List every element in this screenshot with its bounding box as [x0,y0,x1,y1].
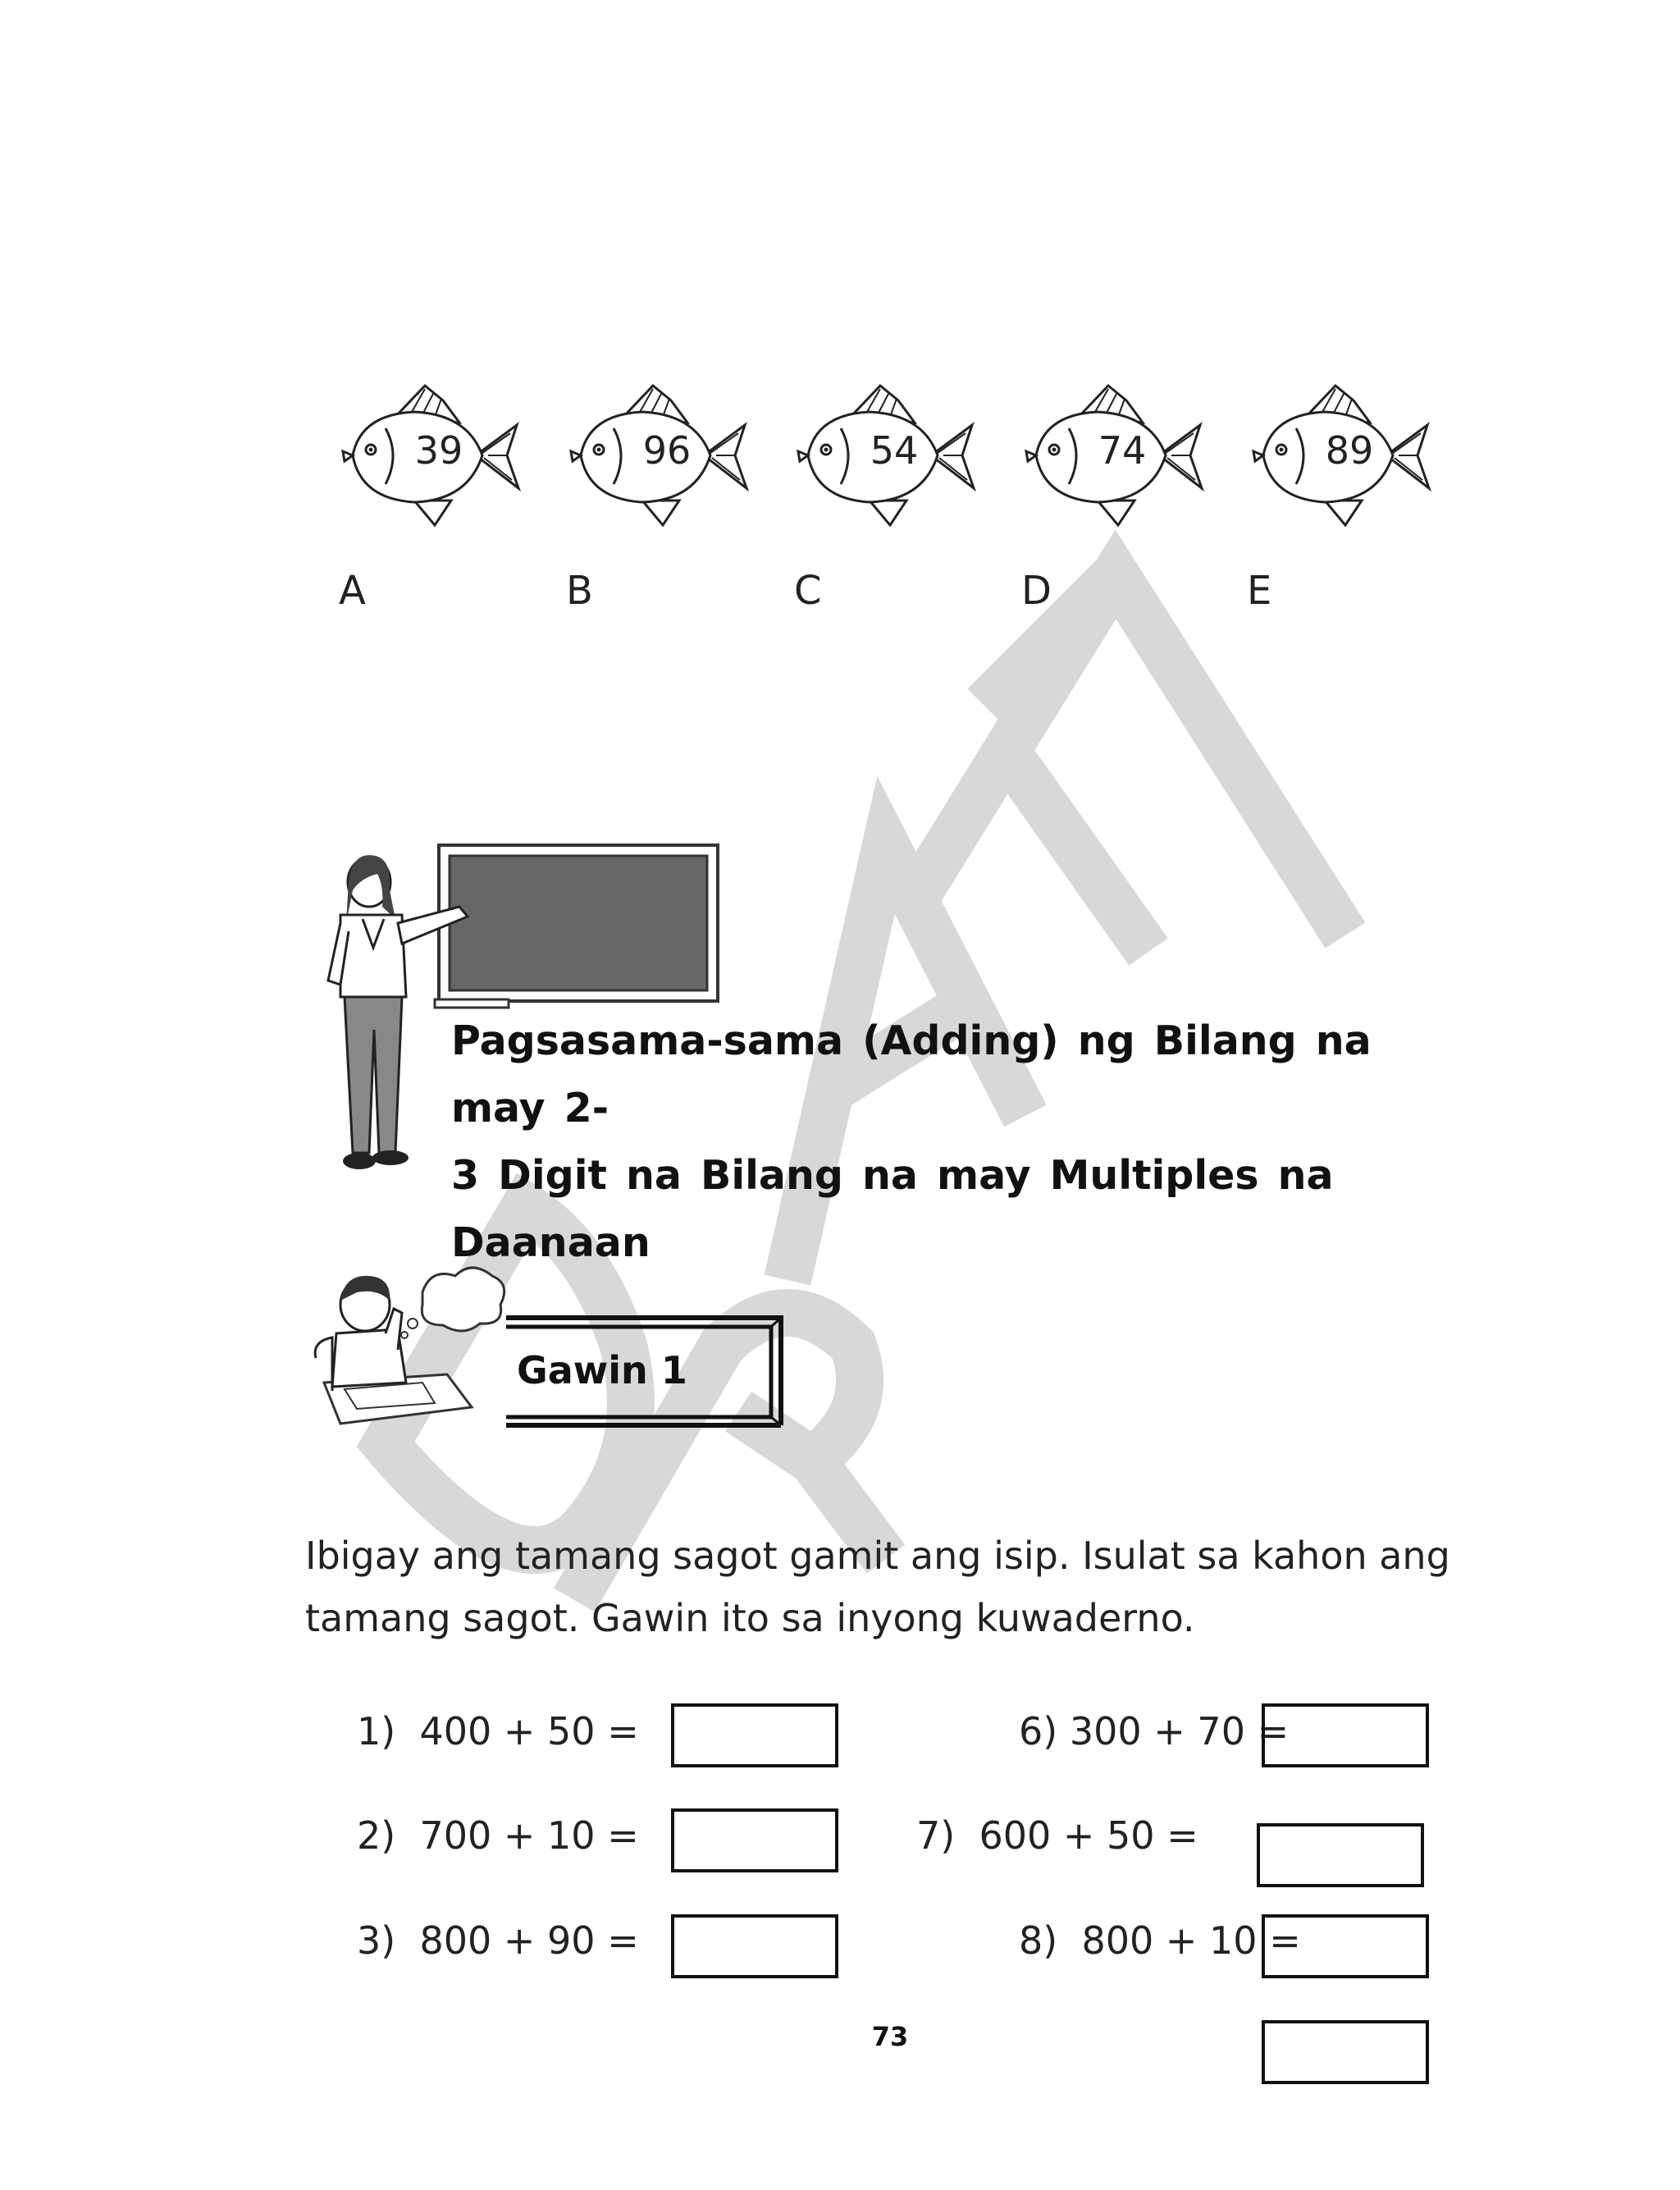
lesson-heading-line2: 3 Digit na Bilang na may Multiples na Daanaan [451,1152,1334,1266]
instruction-line2: tamang sagot. Gawin ito sa inyong kuwaderno. [305,1596,1195,1640]
fish-number: 54 [870,428,919,473]
problem-8-answer-box[interactable] [1262,1914,1429,1978]
fish-item-c [792,377,980,533]
problem-1-label: 1) 400 + 50 = [357,1709,639,1753]
fish-letter-b: B [566,568,593,614]
problem-7-label: 7) 600 + 50 = [916,1813,1198,1858]
lesson-heading-line1: Pagsasama-sama (Adding) ng Bilang na may 2- [451,1017,1372,1132]
problem-1-answer-box[interactable] [671,1703,838,1767]
fish-item-a [336,377,525,533]
fish-letter-e: E [1247,568,1272,614]
problem-7-answer-box[interactable] [1257,1823,1424,1887]
fish-number: 39 [414,428,463,473]
fish-item-e [1247,377,1436,533]
activity-instructions [305,1525,1454,1649]
fish-item-d [1020,377,1208,533]
fish-letter-a: A [339,568,366,614]
problem-2-label: 2) 700 + 10 = [357,1813,639,1858]
page-number: 73 [871,2021,909,2052]
extra-answer-box[interactable] [1262,2020,1429,2084]
lesson-heading [451,1008,1460,1277]
instruction-line1: Ibigay ang tamang sagot gamit ang isip. Isulat sa kahon ang [305,1534,1450,1578]
activity-title: Gawin 1 [517,1348,687,1392]
fish-number: 74 [1098,428,1147,473]
problem-8-label: 8) 800 + 10 = [1019,1918,1301,1963]
problem-6-answer-box[interactable] [1262,1703,1429,1767]
fish-number: 89 [1325,428,1374,473]
problem-6-label: 6) 300 + 70 = [1019,1709,1290,1753]
problem-3-label: 3) 800 + 90 = [357,1918,639,1963]
fish-letter-c: C [794,568,822,614]
fish-item-b [564,377,753,533]
problem-2-answer-box[interactable] [671,1808,838,1872]
thinking-child-illustration [308,1260,513,1432]
problem-3-answer-box[interactable] [671,1914,838,1978]
fish-letter-d: D [1021,568,1052,614]
fish-number: 96 [642,428,692,473]
